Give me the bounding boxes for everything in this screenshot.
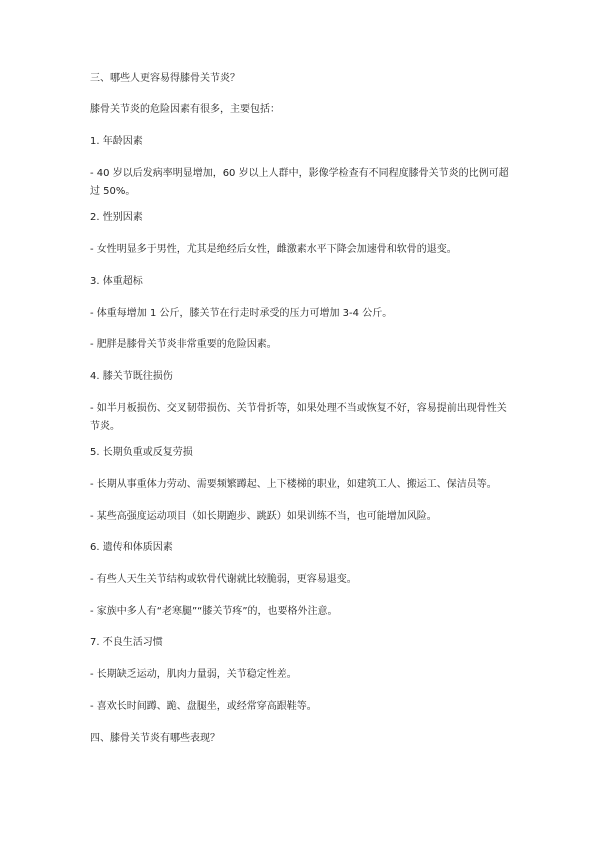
factor-detail-weight-2: - 肥胖是膝骨关节炎非常重要的危险因素。 (90, 339, 277, 350)
section-heading-4: 四、膝骨关节炎有哪些表现？ (90, 733, 220, 744)
factor-detail-gender: - 女性明显多于男性，尤其是绝经后女性，雌激素水平下降会加速骨和软骨的退变。 (90, 244, 457, 255)
factor-detail-genetics-1: - 有些人天生关节结构或软骨代谢就比较脆弱，更容易退变。 (90, 574, 357, 585)
factor-detail-habits-1: - 长期缺乏运动，肌肉力量弱，关节稳定性差。 (90, 669, 297, 680)
factor-heading-strain: 5. 长期负重或反复劳损 (90, 447, 193, 458)
factor-detail-genetics-2: - 家族中多人有“老寒腿”“膝关节疼”的，也要格外注意。 (90, 606, 338, 617)
factor-detail-injury: - 如半月板损伤、交叉韧带损伤、关节骨折等，如果处理不当或恢复不好，容易提前出现骨性关节炎。 (90, 403, 507, 432)
factor-heading-genetics: 6. 遗传和体质因素 (90, 542, 173, 553)
factor-heading-injury: 4. 膝关节既往损伤 (90, 371, 173, 382)
factor-heading-age: 1. 年龄因素 (90, 136, 143, 147)
factor-detail-strain-1: - 长期从事重体力劳动、需要频繁蹲起、上下楼梯的职业，如建筑工人、搬运工、保洁员等。 (90, 479, 497, 490)
intro-text: 膝骨关节炎的危险因素有很多，主要包括： (90, 104, 280, 115)
factor-heading-habits: 7. 不良生活习惯 (90, 637, 163, 648)
factor-detail-strain-2: - 某些高强度运动项目（如长期跑步、跳跃）如果训练不当，也可能增加风险。 (90, 511, 437, 522)
factor-heading-weight: 3. 体重超标 (90, 276, 143, 287)
factor-heading-gender: 2. 性别因素 (90, 212, 143, 223)
factor-detail-habits-2: - 喜欢长时间蹲、跪、盘腿坐，或经常穿高跟鞋等。 (90, 701, 317, 712)
factor-detail-age: - 40 岁以后发病率明显增加，60 岁以上人群中，影像学检查有不同程度膝骨关节炎的比例可超过 50%。 (90, 168, 509, 197)
section-heading-3: 三、哪些人更容易得膝骨关节炎？ (90, 73, 240, 84)
factor-detail-weight-1: - 体重每增加 1 公斤，膝关节在行走时承受的压力可增加 3-4 公斤。 (90, 308, 393, 319)
